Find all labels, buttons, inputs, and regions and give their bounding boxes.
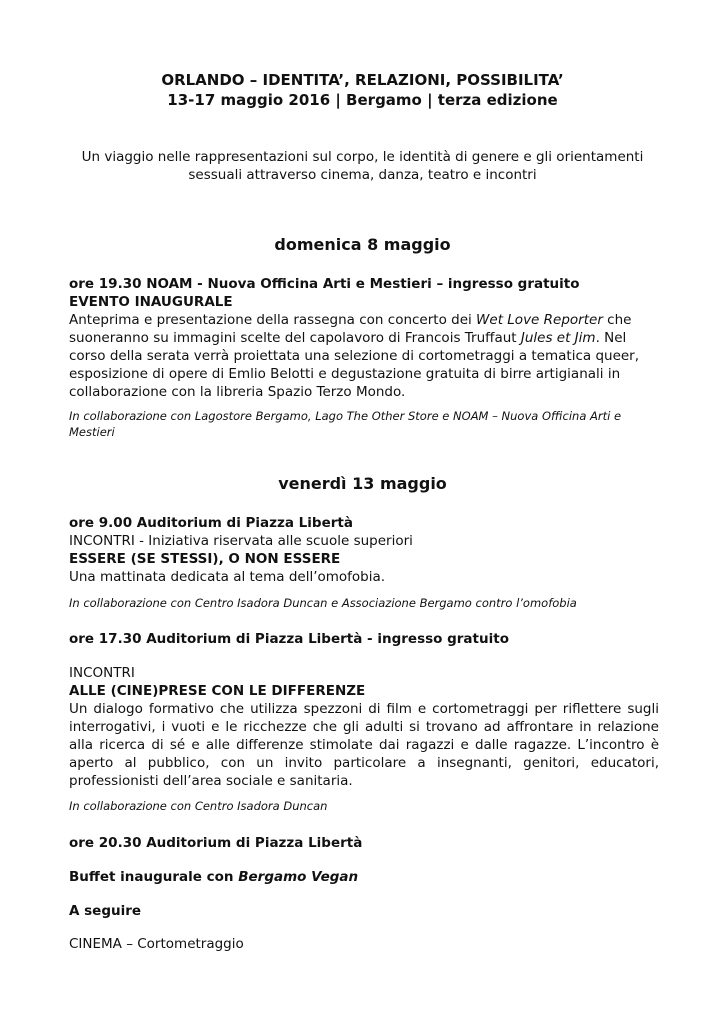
event-description: Anteprima e presentazione della rassegna con concerto dei Wet Love Reporter che suoneranno su immagini scelte del capolavoro di Francois Truffaut Jules et Jim. Nel corso della serata verrà proiettata una selezione di cortometraggi a tematica queer, esposizione di opere di Emlio Belotti e degustazione gratuita di birre artigianali in collaborazione con la libreria Spazio Terzo Mondo. [69, 312, 640, 400]
event-cineprese [69, 664, 659, 790]
day-heading-domenica: domenica 8 maggio [274, 235, 451, 254]
follow-label: A seguire [69, 903, 142, 919]
event-type: INCONTRI [69, 665, 135, 681]
buffet-line: Buffet inaugurale con Bergamo Vegan [69, 869, 359, 885]
event-collaboration-note: In collaborazione con Centro Isadora Duncan [69, 799, 328, 813]
event-type: INCONTRI - Iniziativa riservata alle scuole superiori [69, 533, 413, 549]
event-follow [69, 902, 659, 920]
document-dates: 13-17 maggio 2016 | Bergamo | terza edizione [167, 91, 558, 109]
event-time-place: ore 19.30 NOAM - Nuova Officina Arti e Mestieri – ingresso gratuito [69, 276, 580, 292]
event-collaboration-note: In collaborazione con Centro Isadora Duncan e Associazione Bergamo contro l’omofobia [69, 596, 577, 610]
event-type: EVENTO INAUGURALE [69, 294, 233, 310]
event-buffet [69, 868, 659, 886]
event-time-place: ore 20.30 Auditorium di Piazza Libertà [69, 835, 363, 851]
event-time-place: ore 9.00 Auditorium di Piazza Libertà [69, 515, 353, 531]
event-description: Una mattinata dedicata al tema dell’omofobia. [69, 569, 386, 585]
event-name: ALLE (CINE)PRESE CON LE DIFFERENZE [69, 683, 366, 699]
event-name: ESSERE (SE STESSI), O NON ESSERE [69, 551, 341, 567]
document-subtitle-line-2: sessuali attraverso cinema, danza, teatro e incontri [188, 167, 537, 183]
day-heading-venerdi: venerdì 13 maggio [278, 474, 447, 493]
document-subtitle-line-1: Un viaggio nelle rappresentazioni sul corpo, le identità di genere e gli orientamenti [81, 149, 644, 165]
cinema-label: CINEMA – Cortometraggio [69, 936, 244, 952]
event-cinema [69, 935, 659, 953]
event-cineprese-time [69, 630, 659, 648]
document-title: ORLANDO – IDENTITA’, RELAZIONI, POSSIBILITA’ [161, 71, 564, 89]
event-serata [69, 834, 659, 852]
event-time-place: ore 17.30 Auditorium di Piazza Libertà - ingresso gratuito [69, 631, 509, 647]
event-inaugurale [69, 275, 659, 401]
event-description: Un dialogo formativo che utilizza spezzoni di film e cortometraggi per riflettere sugli interrogativi, i vuoti e le ricchezze che gli adulti si trovano ad affrontare in relazione alla ricerca di sé e alle differenze stimolate dai ragazzi e dalle ragazze. L’incontro è aperto al pubblico, con un invito particolare a insegnanti, genitori, educatori, professionisti dell’area sociale e sanitaria. [69, 701, 659, 789]
event-essere [69, 514, 659, 586]
event-collaboration-note: In collaborazione con Lagostore Bergamo, Lago The Other Store e NOAM – Nuova Officina Arti e Mestieri [69, 409, 622, 439]
